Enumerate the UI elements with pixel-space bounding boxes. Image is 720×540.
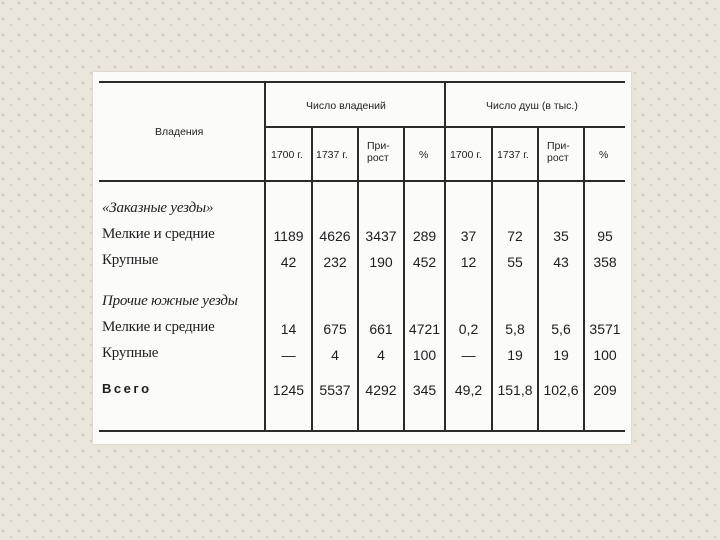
col-header-percent-estates: % — [419, 149, 429, 161]
table-cell: 14 — [280, 321, 297, 337]
table-top-rule — [99, 81, 625, 83]
col-header-percent-souls: % — [599, 149, 609, 161]
table-cell: 151,8 — [497, 382, 533, 398]
col-header-growth-souls: При- рост — [547, 140, 570, 165]
table-cell: 5537 — [319, 382, 351, 398]
col-header-1737-estates: 1737 г. — [316, 149, 348, 161]
table-cell: 232 — [323, 254, 347, 270]
col-header-1700-souls: 1700 г. — [450, 149, 482, 161]
table-cell: — — [281, 347, 296, 363]
row-label: Крупные — [102, 345, 159, 361]
row-label: Крупные — [102, 252, 159, 268]
table-cell: 72 — [507, 228, 523, 244]
table-cell: 42 — [280, 254, 297, 270]
table-cell: 190 — [369, 254, 393, 270]
table-cell: 452 — [412, 254, 437, 270]
table-cell: 675 — [323, 321, 347, 337]
table-cell: 55 — [507, 254, 523, 270]
col-header-1700-estates: 1700 г. — [271, 149, 303, 161]
table-cell: 1245 — [272, 382, 305, 398]
table-cell: 4626 — [319, 228, 351, 244]
table-cell: 289 — [412, 228, 437, 244]
table-cell: 12 — [460, 254, 477, 270]
scanned-page — [93, 72, 631, 444]
table-cell: 4 — [331, 347, 339, 363]
table-cell: 661 — [369, 321, 393, 337]
table-cell: 1189 — [273, 228, 304, 244]
row-label: Мелкие и средние — [102, 319, 215, 335]
table-cell: 100 — [412, 347, 437, 363]
table-cell: 4721 — [408, 321, 441, 337]
table-cell: 19 — [553, 347, 569, 363]
table-cell: 345 — [412, 382, 437, 398]
table-cell: 5,8 — [505, 321, 525, 337]
header-bottom-rule — [99, 180, 625, 182]
table-cell: 5,6 — [551, 321, 571, 337]
row-label-header: Владения — [155, 126, 204, 138]
section-title: Прочие южные уезды — [102, 293, 238, 309]
table-cell: — — [461, 347, 476, 363]
statistics-table — [93, 72, 631, 444]
table-cell: 3437 — [365, 228, 397, 244]
table-cell: 358 — [593, 254, 617, 270]
row-label: Мелкие и средние — [102, 226, 215, 242]
col-header-1737-souls: 1737 г. — [497, 149, 529, 161]
table-cell: 0,2 — [458, 321, 479, 337]
table-bottom-rule — [99, 430, 625, 432]
table-cell: 43 — [553, 254, 569, 270]
table-cell: 100 — [593, 347, 617, 363]
table-cell: 19 — [507, 347, 523, 363]
table-cell: 49,2 — [454, 382, 483, 398]
group-header-estates: Число владений — [306, 100, 386, 112]
table-cell: 4292 — [365, 382, 397, 398]
table-cell: 209 — [593, 382, 617, 398]
table-cell: 95 — [597, 228, 613, 244]
table-cell: 37 — [460, 228, 477, 244]
table-cell: 102,6 — [543, 382, 579, 398]
table-cell: 35 — [553, 228, 569, 244]
group-header-souls: Число душ (в тыс.) — [486, 100, 578, 112]
table-cell: 4 — [377, 347, 385, 363]
total-row-label: Всего — [102, 381, 152, 396]
table-cell: 3571 — [589, 321, 621, 337]
col-header-growth-estates: При- рост — [367, 140, 390, 165]
section-title: «Заказные уезды» — [102, 200, 214, 216]
